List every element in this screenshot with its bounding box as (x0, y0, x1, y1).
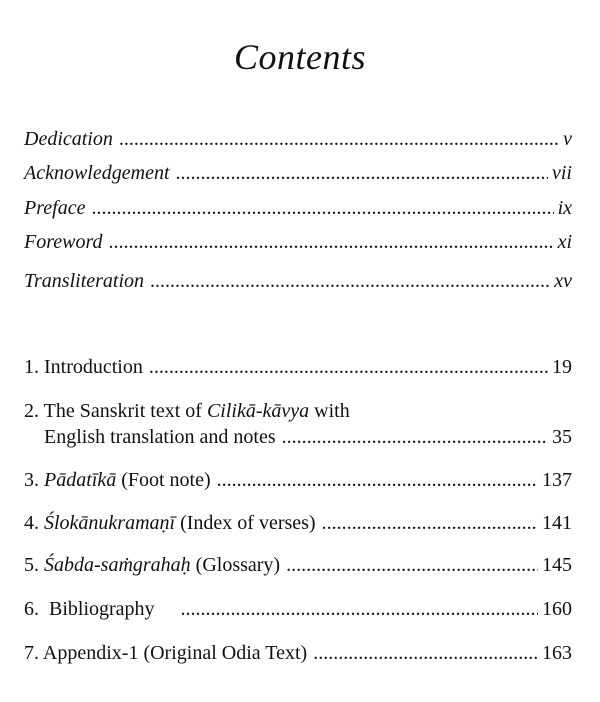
toc-entry-page: 137 (542, 469, 572, 491)
chapter-number: 2. (24, 400, 39, 422)
toc-entry-slokanukramani[interactable] (24, 511, 572, 535)
toc-entry-sabda-samgrahah[interactable] (24, 553, 572, 577)
dot-leader (150, 269, 550, 293)
toc-entry-foreword[interactable] (24, 230, 572, 254)
dot-leader (119, 127, 559, 151)
toc-entry-page: ix (557, 197, 572, 219)
toc-entry-page: 160 (542, 598, 572, 620)
toc-entry-label (24, 511, 316, 535)
toc-entry-page: xi (557, 231, 572, 253)
toc-entry-label (24, 355, 143, 379)
chapter-title-after: (Index of verses) (175, 512, 316, 534)
dot-leader (109, 230, 554, 254)
dot-leader (176, 161, 549, 185)
toc-entry-page: 141 (542, 512, 572, 534)
toc-entry-appendix[interactable] (24, 641, 572, 665)
chapter-number: 7. (24, 642, 39, 664)
chapter-number: 6. (24, 598, 39, 620)
chapter-number: 5. (24, 554, 39, 576)
toc-entry-label: Transliteration (24, 270, 145, 292)
dot-leader (322, 511, 538, 535)
toc-entry-label (24, 468, 211, 492)
toc-entry-label: Dedication (24, 128, 113, 150)
toc-entry-label: English translation and notes (44, 426, 276, 448)
toc-entry-label (24, 597, 155, 621)
toc-entry-label: Foreword (24, 231, 103, 253)
toc-entry-transliteration[interactable] (24, 269, 572, 293)
toc-entry-preface[interactable] (24, 196, 572, 220)
dot-leader (313, 641, 538, 665)
chapter-title-after: with (309, 400, 350, 422)
chapter-title-after: (Glossary) (190, 554, 281, 576)
dot-leader (149, 355, 548, 379)
chapter-title-italic: Ślokānukramaṇī (44, 512, 176, 534)
toc-entry-label (24, 641, 307, 665)
chapter-title: Introduction (44, 356, 143, 378)
toc-entry-page: vii (552, 162, 572, 184)
chapter-title-after: (Foot note) (116, 469, 211, 491)
chapter-title-italic: Cilikā-kāvya (206, 400, 310, 422)
page-title: Contents (233, 37, 366, 77)
toc-entry-page: v (563, 128, 572, 150)
chapter-number: 3. (24, 469, 39, 491)
chapter-title-italic: Śabda-saṁgrahaḥ (44, 554, 191, 576)
toc-entry-label: Preface (24, 197, 86, 219)
toc-entry-bibliography[interactable] (24, 597, 572, 621)
toc-entry-dedication[interactable] (24, 127, 572, 151)
toc-entry-label: Acknowledgement (24, 162, 170, 184)
chapter-title-italic: Pādatīkā (44, 469, 117, 491)
toc-entry-padatika[interactable] (24, 468, 572, 492)
chapter-title: Bibliography (49, 598, 155, 620)
dot-leader (181, 597, 538, 621)
toc-entry-label (24, 553, 280, 577)
chapter-title-before: The Sanskrit text of (43, 400, 207, 422)
toc-entry-sanskrit-text-line1[interactable] (24, 399, 350, 423)
chapter-number: 1. (24, 356, 39, 378)
toc-entry-introduction[interactable] (24, 355, 572, 379)
toc-entry-page: 145 (542, 554, 572, 576)
toc-entry-page: 19 (552, 356, 572, 378)
toc-entry-acknowledgement[interactable] (24, 161, 572, 185)
toc-entry-page: xv (554, 270, 572, 292)
toc-entry-page: 35 (552, 426, 572, 448)
toc-entry-sanskrit-text[interactable] (44, 425, 572, 449)
dot-leader (282, 425, 548, 449)
dot-leader (91, 196, 553, 220)
chapter-number: 4. (24, 512, 39, 534)
chapter-title: Appendix-1 (Original Odia Text) (42, 642, 308, 664)
dot-leader (286, 553, 538, 577)
toc-entry-page: 163 (542, 642, 572, 664)
dot-leader (217, 468, 538, 492)
